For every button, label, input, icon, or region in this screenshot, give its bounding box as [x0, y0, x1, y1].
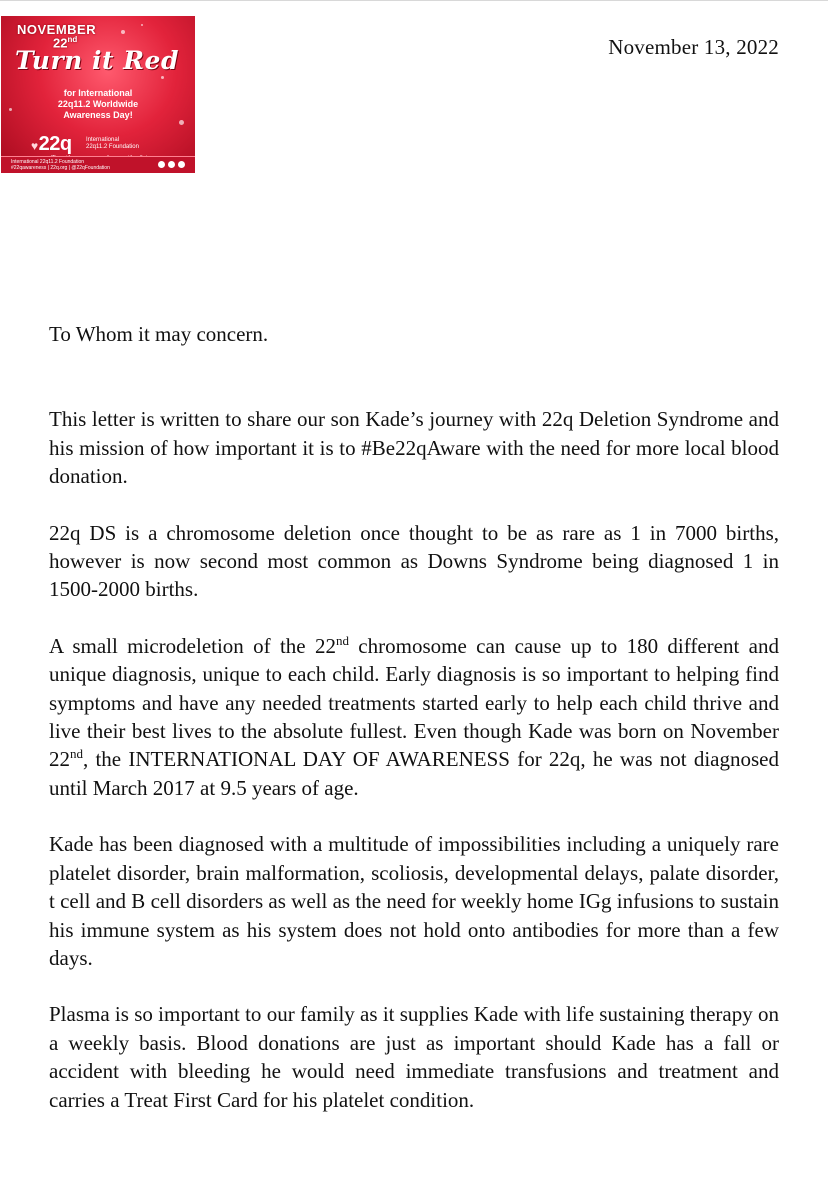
logo-line-1: for International — [63, 88, 133, 98]
paragraph-intro: This letter is written to share our son Kade’s journey with 22q Deletion Syndrome and his mission of how important it is to #Be22qAware with the need for more local blood donation. — [49, 407, 779, 489]
letter-body — [49, 320, 779, 1114]
instagram-icon — [178, 161, 185, 168]
logo-month: NOVEMBER — [17, 22, 97, 37]
logo-script-title: Turn it Red — [15, 46, 179, 75]
logo-line-2: 22q11.2 Worldwide — [57, 99, 139, 109]
paragraph-conditions: Kade has been diagnosed with a multitude of impossibilities including a uniquely rare platelet disorder, brain malformation, scoliosis, developmental delays, palate disorder, t cell and B cell disorders as well as the need for weekly home IGg infusions to sustain his immune system as his system does not hold onto antibodies for more than a few days. — [49, 832, 779, 970]
sparkle-decoration — [161, 76, 164, 79]
sparkle-decoration — [121, 30, 125, 34]
logo-foundation-name: International 22q11.2 Foundation — [86, 137, 139, 150]
logo-footer-line-1: International 22q11.2 Foundation — [11, 159, 85, 165]
twitter-icon — [168, 161, 175, 168]
top-border — [0, 0, 828, 1]
salutation: To Whom it may concern. — [49, 322, 269, 346]
logo-day: 22nd — [53, 35, 78, 51]
logo-footer-line-2: #22qawareness | 22q.org | @22qFoundation — [11, 165, 110, 171]
logo-brand: ♥22q — [31, 133, 72, 155]
paragraph-plasma: Plasma is so important to our family as it supplies Kade with life sustaining therapy on a weekly basis. Blood donations are just as important should Kade has a fall or accident with bleeding he would need immediate transfusions and treatment and carries a Treat First Card for his platelet condition. — [49, 1002, 779, 1112]
paragraph-diagnosis: A small microdeletion of the 22nd chromosome can cause up to 180 different and unique diagnosis, unique to each child. Early diagnosis is so important to helping find symptoms and have any needed treatments started early to help each child thrive and live their best lives to the absolute fullest. Even though Kade was born on November 22nd, the INTERNATIONAL DAY OF AWARENESS for 22q, he was not diagnosed until March 2017 at 9.5 years of age. — [49, 632, 779, 800]
turn-it-red-logo — [1, 16, 195, 173]
paragraph-prevalence: 22q DS is a chromosome deletion once thought to be as rare as 1 in 7000 births, however is now second most common as Downs Syndrome being diagnosed 1 in 1500-2000 births. — [49, 520, 779, 602]
logo-line-3: Awareness Day! — [63, 110, 133, 120]
letter-date: November 13, 2022 — [608, 35, 779, 59]
logo-footer-strip — [1, 156, 195, 173]
facebook-icon — [158, 161, 165, 168]
heart-icon: ♥ — [31, 139, 38, 153]
sparkle-decoration — [141, 24, 143, 26]
